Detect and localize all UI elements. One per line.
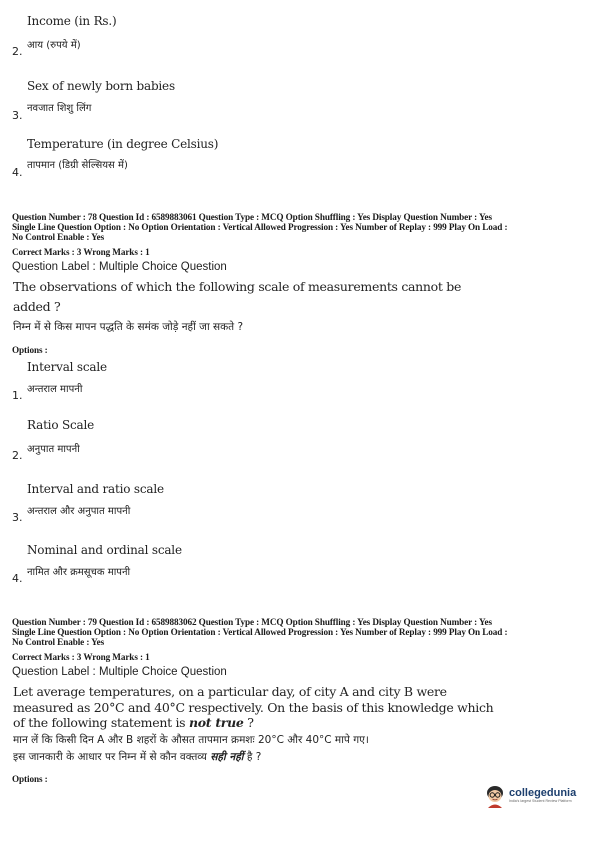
text-segment: of the following statement is [13,715,189,730]
mascot-icon [484,784,506,808]
text-segment: ? [243,715,254,730]
option-english: Sex of newly born babies [27,79,175,93]
question-meta-line: Single Line Question Option : No Option Orientation : Vertical Allowed Progression : Yes Number of Replay : 999 Play On Load : [12,627,508,637]
option-number: 4. [12,166,23,179]
logo-tagline: India's largest Student Review Platform [509,799,572,803]
option-number: 1. [12,389,23,402]
text-segment: है ? [243,751,262,763]
options-heading: Options : [12,774,48,784]
question-label: Question Label : Multiple Choice Question [12,261,227,273]
option-number: 2. [12,449,23,462]
question-meta-line: No Control Enable : Yes [12,232,105,242]
option-english: Nominal and ordinal scale [27,543,182,557]
option-number: 2. [12,45,23,58]
option-english: Interval and ratio scale [27,482,164,496]
question-text-english [13,715,254,730]
question-text-english: added ? [13,299,61,314]
question-text-english: Let average temperatures, on a particular day, of city A and city B were [13,684,447,699]
collegedunia-logo [484,784,576,808]
option-english: Interval scale [27,360,107,374]
option-hindi: अनुपात मापनी [27,444,80,455]
option-hindi: अन्तराल मापनी [27,384,83,395]
option-number: 4. [12,572,23,585]
question-text-hindi: मान लें कि किसी दिन A और B शहरों के औसत तापमान क्रमशः 20°C और 40°C मापे गए। [13,734,369,746]
option-hindi: नवजात शिशु लिंग [27,103,92,114]
emphasis-text: सही नहीं [210,751,244,763]
question-text-english: The observations of which the following scale of measurements cannot be [13,279,462,294]
question-label: Question Label : Multiple Choice Question [12,666,227,678]
option-hindi: तापमान (डिग्री सेल्सियस में) [27,160,128,171]
option-hindi: अन्तराल और अनुपात मापनी [27,506,131,517]
question-meta-line: Single Line Question Option : No Option Orientation : Vertical Allowed Progression : Yes Number of Replay : 999 Play On Load : [12,222,508,232]
question-marks: Correct Marks : 3 Wrong Marks : 1 [12,652,150,662]
question-text-hindi: निम्न में से किस मापन पद्धति के समंक जोड़े नहीं जा सकते ? [13,321,244,333]
question-text-hindi [13,750,261,764]
question-meta-line: No Control Enable : Yes [12,637,105,647]
option-hindi: आय (रुपये में) [27,40,81,51]
options-heading: Options : [12,345,48,355]
option-english: Temperature (in degree Celsius) [27,137,219,151]
logo-name: collegedunia [509,787,577,799]
question-text-english: measured as 20°C and 40°C respectively. On the basis of this knowledge which [13,700,494,715]
option-number: 3. [12,109,23,122]
option-number: 3. [12,511,23,524]
option-english: Income (in Rs.) [27,14,117,28]
emphasis-text: not true [188,715,244,730]
question-meta-line: Question Number : 79 Question Id : 6589883062 Question Type : MCQ Option Shuffling : Yes Display Question Number : Yes [12,617,492,627]
question-meta-line: Question Number : 78 Question Id : 6589883061 Question Type : MCQ Option Shuffling : Yes Display Question Number : Yes [12,212,492,222]
text-segment: इस जानकारी के आधार पर निम्न में से कौन वक्तव्य [13,751,211,763]
option-hindi: नामित और क्रमसूचक मापनी [27,567,131,578]
question-marks: Correct Marks : 3 Wrong Marks : 1 [12,247,150,257]
option-english: Ratio Scale [27,418,94,432]
